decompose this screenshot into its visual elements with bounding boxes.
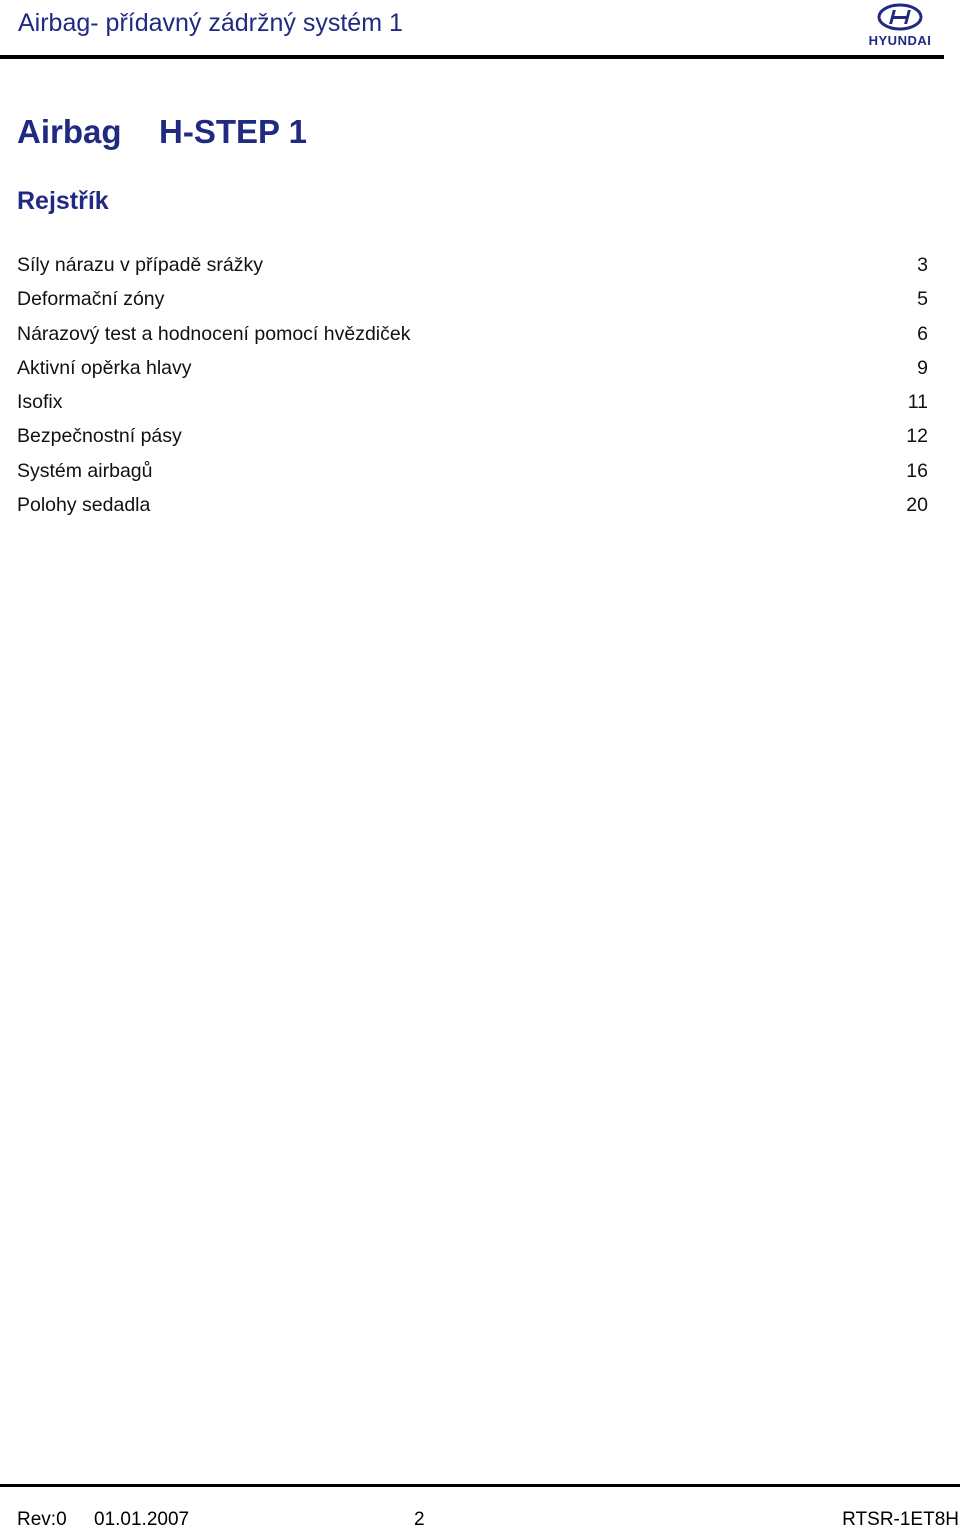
- logo-wordmark: HYUNDAI: [868, 33, 932, 48]
- table-of-contents: [17, 254, 928, 528]
- section-title: Rejstřík: [17, 187, 109, 215]
- toc-label: Systém airbagů: [17, 459, 153, 482]
- toc-page: 11: [907, 391, 928, 414]
- toc-row: [17, 288, 928, 322]
- toc-page: 3: [917, 254, 928, 276]
- toc-row: [17, 425, 928, 459]
- toc-page: 9: [917, 356, 928, 379]
- hyundai-logo: [860, 2, 940, 50]
- toc-row: [17, 357, 928, 391]
- toc-label: Bezpečnostní pásy: [17, 425, 182, 448]
- toc-page: 16: [906, 459, 928, 482]
- toc-page: 12: [906, 425, 928, 448]
- document-title-block: [17, 113, 307, 151]
- toc-row: [17, 254, 928, 288]
- footer-revision: Rev:0: [17, 1509, 67, 1530]
- toc-label: Isofix: [17, 391, 63, 414]
- toc-label: Polohy sedadla: [17, 494, 151, 517]
- toc-label: Nárazový test a hodnocení pomocí hvězdiček: [17, 322, 411, 345]
- toc-label: Deformační zóny: [17, 288, 165, 311]
- toc-page: 5: [917, 288, 928, 311]
- toc-label: Síly nárazu v případě srážky: [17, 254, 264, 276]
- toc-label: Aktivní opěrka hlavy: [17, 356, 192, 379]
- footer-date: 01.01.2007: [94, 1509, 190, 1530]
- footer-document-code: RTSR-1ET8H: [842, 1509, 959, 1530]
- header-title: Airbag- přídavný zádržný systém 1: [18, 9, 403, 37]
- toc-row: [17, 460, 928, 494]
- toc-row: [17, 494, 928, 528]
- toc-row: [17, 323, 928, 357]
- header-divider: [0, 55, 944, 59]
- footer-page-number: 2: [414, 1509, 425, 1530]
- toc-page: 20: [906, 494, 928, 517]
- toc-page: 6: [917, 322, 928, 345]
- footer-divider: [0, 1484, 960, 1487]
- document-title: Airbag: [17, 113, 122, 150]
- toc-row: [17, 391, 928, 425]
- document-subtitle: H-STEP 1: [159, 113, 307, 150]
